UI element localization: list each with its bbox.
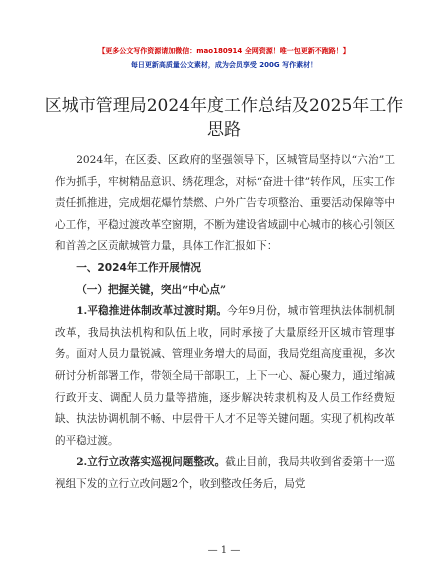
section-heading-1: 一、2024年工作开展情况 (76, 261, 202, 274)
document-title: 区城市管理局2024年度工作总结及2025年工作思路 (44, 96, 404, 140)
intro-paragraph: 2024年，在区委、区政府的坚强领导下，区城管局坚持以“六治”工作为抓手，牢树精品意识、绣花理念，对标“奋进十律”转作风，压实工作责任抓推进，完成烟花爆竹禁燃、户外广告专项整治、重要活动保障等中心工作，平稳过渡改革空窗期，不断为建设省域副中心城市的核心引领区和首善之区贡献城管力量，具体工作汇报如下： (55, 154, 395, 253)
page-number: — 1 — (207, 545, 241, 556)
paragraph-1 (55, 301, 395, 452)
paragraph-1-text: 今年9月份，城市管理执法体制机制改革，我局执法机构和队伍上收，同时承接了大量原经开区城市管理事务。面对人员力量锐减、管理业务增大的局面，我局党组高度重视，多次研讨分析部署工作，带领全局干部职工，上下一心、凝心聚力，通过缩减行政开支、调配人员力量等措施，逐步解决转隶机构及人员工作经费短缺、执法协调机制不畅、中层骨干人才不足等关键问题。实现了机构改革的平稳过渡。 (55, 305, 395, 447)
promo-banner-line-1: 【更多公文写作资源请加微信：mao180914 全网资源！唯一包更新不跑路！】 (98, 47, 350, 55)
paragraph-2-text: 截止目前，我局共收到省委第十一巡视组下发的立行立改问题2个，收到整改任务后，局党 (55, 456, 396, 490)
document-body (55, 150, 395, 496)
paragraph-1-lead: 1.平稳推进体制改革过渡时期。 (76, 305, 228, 318)
paragraph-2 (55, 452, 395, 495)
paragraph-2-lead: 2.立行立改落实巡视问题整改。 (76, 456, 226, 469)
promo-banner-line-2: 每日更新高质量公文素材，成为会员享受 200G 写作素材！ (130, 61, 318, 69)
subsection-heading-1: （一）把握关键，突出“中心点” (76, 283, 227, 296)
